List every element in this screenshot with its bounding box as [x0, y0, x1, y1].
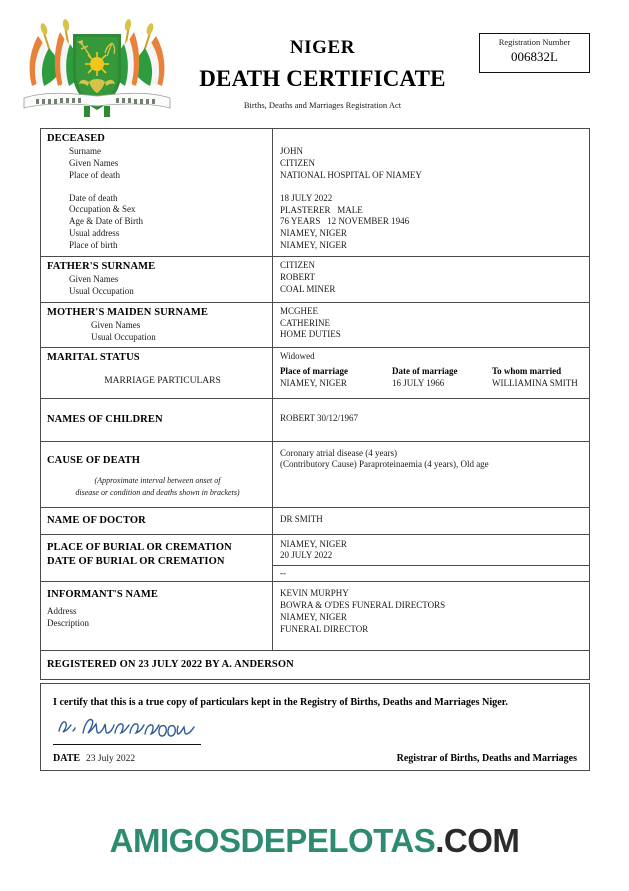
country-title: NIGER: [289, 37, 356, 58]
value-father-occupation: COAL MINER: [280, 283, 336, 294]
burial-labels-cell: [41, 535, 273, 582]
spacer: [280, 132, 585, 146]
registration-number-box: [479, 33, 590, 73]
label-father-given-names: Given Names: [69, 273, 119, 284]
doctor-value-cell: [273, 508, 589, 534]
value-burial-extra: --: [280, 568, 286, 579]
certification-statement: I certify that this is a true copy of particulars kept in the Registry of Births, Deaths and Marriages Niger.: [53, 697, 508, 708]
column-header-place-of-marriage: Place of marriage: [280, 366, 348, 377]
deceased-labels-cell: [41, 129, 273, 256]
burial-date-heading: DATE OF BURIAL OR CREMATION: [47, 555, 225, 567]
children-heading: NAMES OF CHILDREN: [47, 413, 163, 425]
registered-text: REGISTERED ON 23 JULY 2022 BY A. ANDERSON: [47, 658, 294, 670]
mother-heading: MOTHER'S MAIDEN SURNAME: [47, 306, 208, 318]
deceased-heading: DECEASED: [47, 133, 105, 144]
children-values-cell: [273, 399, 589, 441]
spacer: [280, 182, 585, 193]
marriage-particulars-grid: [280, 365, 612, 389]
father-labels-cell: [41, 257, 273, 302]
value-to-whom-married: WILLIAMINA SMITH: [492, 378, 578, 389]
label-informant-address: Address: [47, 606, 77, 617]
registrar-title: Registrar of Births, Deaths and Marriages: [396, 753, 577, 765]
informant-heading: INFORMANT'S NAME: [47, 589, 158, 601]
spacer: [47, 467, 268, 475]
registered-cell: [41, 651, 589, 679]
value-cause-of-death-line2: (Contributory Cause) Paraproteinaemia (4 years), Old age: [280, 459, 489, 470]
table-row-burial: [41, 535, 589, 583]
value-date-of-death: 18 JULY 2022: [280, 192, 333, 203]
watermark-tld: .COM: [435, 822, 520, 859]
registration-number-label: Registration Number: [498, 37, 571, 47]
spacer: [47, 182, 268, 193]
value-mother-occupation: HOME DUTIES: [280, 329, 341, 340]
label-usual-address: Usual address: [69, 228, 120, 239]
marriage-place-column: [280, 365, 392, 389]
registrar-signature-icon: [53, 713, 203, 743]
value-children: ROBERT 30/12/1967: [280, 412, 359, 423]
table-row-marital-status: [41, 348, 589, 398]
value-surname: JOHN: [280, 146, 304, 156]
table-row-father: [41, 257, 589, 303]
label-surname: Surname: [69, 145, 101, 156]
label-mother-given-names: Given Names: [91, 319, 141, 330]
cause-values-cell: [273, 442, 589, 507]
act-subtitle: Births, Deaths and Marriages Registration Act: [243, 100, 402, 111]
date-label: DATE: [53, 753, 81, 765]
burial-values-cell: [273, 535, 589, 582]
value-burial-date: 20 JULY 2022: [280, 550, 333, 561]
watermark-name: AMIGOSDEPELOTAS: [109, 822, 436, 859]
informant-values-cell: [273, 582, 589, 650]
label-place-of-birth: Place of birth: [69, 240, 118, 251]
certification-box: [40, 683, 590, 771]
value-marital-status: Widowed: [280, 351, 315, 362]
marriage-date-column: [392, 365, 492, 389]
signature-line: [53, 744, 201, 745]
label-father-occupation: Usual Occupation: [69, 285, 134, 296]
marriage-particulars-label: MARRIAGE PARTICULARS: [104, 376, 221, 387]
table-row-cause-of-death: [41, 442, 589, 508]
certificate-table: [40, 128, 590, 680]
cause-of-death-note-line2: disease or condition and deaths shown in brackets): [75, 488, 240, 498]
doctor-heading: NAME OF DOCTOR: [47, 514, 146, 526]
table-row-registered: [41, 651, 589, 679]
title-block: [180, 38, 465, 110]
table-row-doctor: [41, 508, 589, 535]
value-date-of-marriage: 16 JULY 1966: [392, 378, 445, 389]
label-age-dob: Age & Date of Birth: [69, 216, 143, 227]
signature-area: [53, 713, 213, 745]
value-cause-of-death-line1: Coronary atrial disease (4 years): [280, 447, 397, 458]
value-place-of-death: NATIONAL HOSPITAL OF NIAMEY: [280, 169, 422, 180]
date-group: [53, 748, 135, 766]
label-place-of-death: Place of death: [69, 169, 120, 180]
value-occupation-sex: PLASTERER MALE: [280, 204, 363, 215]
marital-labels-cell: [41, 348, 273, 397]
value-burial-place: NIAMEY, NIGER: [280, 538, 347, 549]
table-row-informant: [41, 582, 589, 651]
site-watermark: [0, 822, 629, 860]
doctor-label-cell: [41, 508, 273, 534]
value-informant-name: KEVIN MURPHY: [280, 588, 349, 599]
value-father-given-names: ROBERT: [280, 271, 315, 282]
cause-of-death-heading: CAUSE OF DEATH: [47, 454, 140, 466]
date-value: 23 July 2022: [86, 754, 136, 765]
label-informant-description: Description: [47, 618, 89, 629]
label-date-of-death: Date of death: [69, 192, 118, 203]
value-informant-organisation: BOWRA & O'DES FUNERAL DIRECTORS: [280, 600, 446, 611]
informant-labels-cell: [41, 582, 273, 650]
certification-footer: [53, 748, 577, 766]
father-heading: FATHER'S SURNAME: [47, 261, 156, 272]
label-mother-occupation: Usual Occupation: [91, 331, 156, 342]
value-doctor-name: DR SMITH: [280, 513, 323, 524]
mother-labels-cell: [41, 303, 273, 348]
label-given-names: Given Names: [69, 157, 119, 168]
mother-values-cell: [273, 303, 589, 348]
table-row-deceased: [41, 129, 589, 257]
column-header-to-whom-married: To whom married: [492, 366, 562, 377]
column-header-date-of-marriage: Date of marriage: [392, 366, 458, 377]
value-usual-address: NIAMEY, NIGER: [280, 228, 347, 239]
value-mother-maiden-surname: MCGHEE: [280, 305, 318, 316]
value-given-names: CITIZEN: [280, 157, 315, 168]
value-mother-given-names: CATHERINE: [280, 317, 330, 328]
marital-values-cell: [273, 348, 616, 397]
value-informant-address: NIAMEY, NIGER: [280, 611, 347, 622]
table-row-children: [41, 399, 589, 442]
label-occupation-sex: Occupation & Sex: [69, 204, 136, 215]
burial-extra-row: [273, 565, 589, 581]
marital-status-heading: MARITAL STATUS: [47, 352, 140, 364]
value-place-of-birth: NIAMEY, NIGER: [280, 240, 347, 251]
value-informant-description: FUNERAL DIRECTOR: [280, 623, 369, 634]
burial-primary-values: [280, 539, 585, 566]
table-row-mother: [41, 303, 589, 349]
burial-place-heading: PLACE OF BURIAL OR CREMATION: [47, 541, 232, 553]
children-label-cell: [41, 399, 273, 441]
value-place-of-marriage: NIAMEY, NIGER: [280, 378, 347, 389]
value-father-surname: CITIZEN: [280, 260, 315, 270]
spacer: [47, 365, 268, 376]
deceased-values-cell: [273, 129, 589, 256]
cause-of-death-note-line1: (Approximate interval between onset of: [94, 476, 221, 486]
registration-number-value: 006832L: [511, 48, 558, 64]
certificate-header: [0, 0, 629, 125]
page-title: DEATH CERTIFICATE: [199, 65, 446, 91]
cause-label-cell: [41, 442, 273, 507]
value-age-dob: 76 YEARS 12 NOVEMBER 1946: [280, 216, 410, 227]
father-values-cell: [273, 257, 589, 302]
niger-coat-of-arms-icon: [18, 16, 176, 124]
marriage-spouse-column: [492, 365, 612, 389]
